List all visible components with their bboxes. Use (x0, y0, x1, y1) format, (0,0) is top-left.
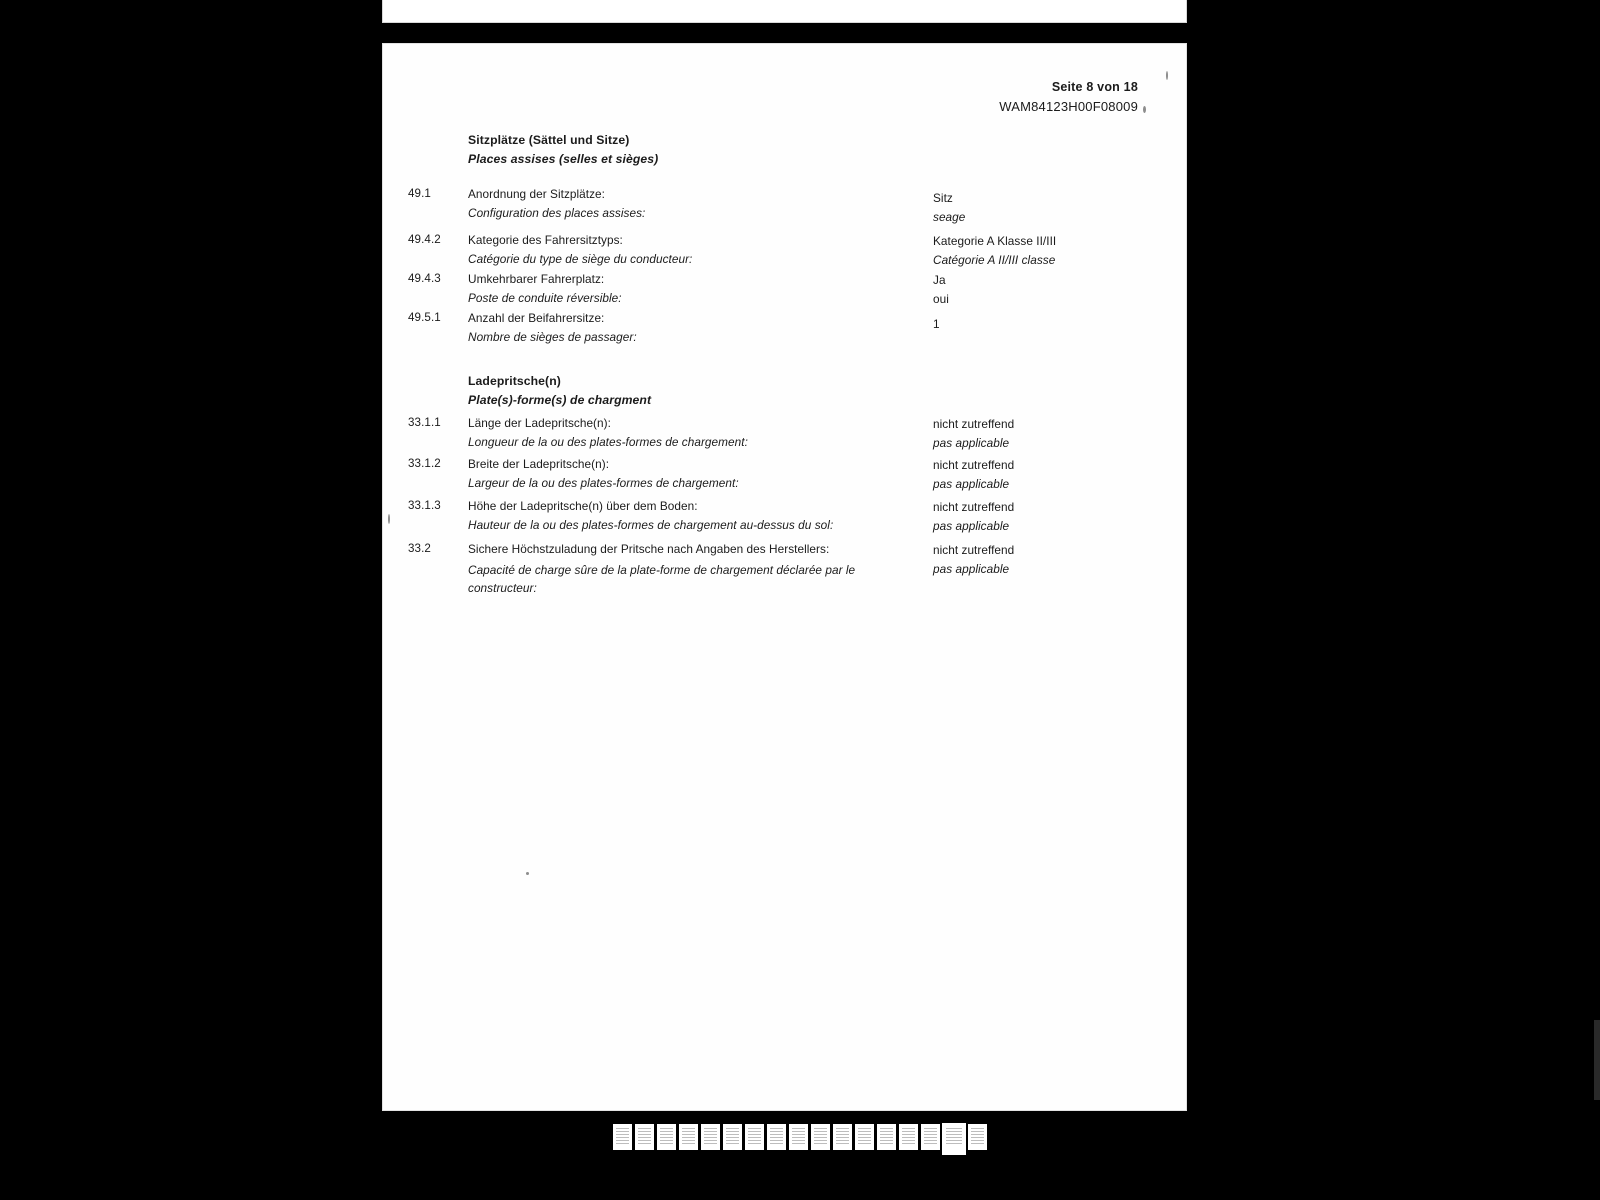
row-value (933, 233, 1163, 267)
row-label-de: Länge der Ladepritsche(n): (468, 416, 611, 430)
section-title-fr: Places assises (selles et sièges) (468, 152, 659, 166)
row-label (468, 187, 908, 220)
thumbnail-text-line (902, 1134, 915, 1135)
thumbnail-text-line (836, 1134, 849, 1135)
row-value-fr: oui (933, 292, 949, 306)
thumbnail-text-line (836, 1143, 849, 1144)
row-value (933, 311, 1163, 336)
document-number-label: WAM84123H00F08009 (999, 99, 1138, 115)
page-thumbnail[interactable] (767, 1124, 786, 1150)
thumbnail-text-line (880, 1134, 893, 1135)
row-label-fr: Catégorie du type de siège du conducteur: (468, 252, 693, 266)
thumbnail-text-line (660, 1131, 673, 1132)
section-title-de: Ladepritsche(n) (468, 374, 561, 388)
row-number: 33.2 (408, 542, 431, 555)
thumbnail-text-line (946, 1128, 962, 1129)
row-value-de: nicht zutreffend (933, 417, 1015, 431)
row-label-de: Sichere Höchstzuladung der Pritsche nach Angaben des Herstellers: (468, 542, 830, 556)
row-value (933, 457, 1163, 491)
thumbnail-text-line (946, 1134, 962, 1135)
section-title-de: Sitzplätze (Sättel und Sitze) (468, 133, 630, 147)
thumbnail-text-line (880, 1137, 893, 1138)
row-label-fr: Hauteur de la ou des plates-formes de chargement au-dessus du sol: (468, 518, 834, 532)
row-value-de: nicht zutreffend (933, 500, 1015, 514)
thumbnail-text-line (682, 1140, 695, 1141)
thumbnail-text-line (946, 1131, 962, 1132)
row-value-fr: pas applicable (933, 436, 1010, 450)
thumbnail-text-line (616, 1131, 629, 1132)
thumbnail-text-line (858, 1131, 871, 1132)
row-number: 49.1 (408, 187, 431, 200)
thumbnail-text-line (924, 1137, 937, 1138)
scan-speck (1166, 71, 1168, 80)
thumbnail-text-line (902, 1137, 915, 1138)
thumbnail-text-line (748, 1128, 761, 1129)
thumbnail-text-line (726, 1143, 739, 1144)
thumbnail-text-line (616, 1140, 629, 1141)
page-thumbnail[interactable] (635, 1124, 654, 1150)
row-number: 49.4.3 (408, 272, 441, 285)
thumbnail-text-line (616, 1143, 629, 1144)
thumbnail-text-line (858, 1134, 871, 1135)
thumbnail-text-line (770, 1143, 783, 1144)
thumbnail-text-line (682, 1143, 695, 1144)
thumbnail-text-line (814, 1143, 827, 1144)
thumbnail-text-line (682, 1134, 695, 1135)
thumbnail-text-line (638, 1140, 651, 1141)
row-number: 33.1.3 (408, 499, 441, 512)
row-value-fr: seage (933, 210, 966, 224)
thumbnail-text-line (814, 1131, 827, 1132)
row-label-fr: Nombre de sièges de passager: (468, 330, 637, 344)
thumbnail-text-line (814, 1134, 827, 1135)
thumbnail-text-line (836, 1131, 849, 1132)
thumbnail-text-line (792, 1134, 805, 1135)
page-thumbnail[interactable] (877, 1124, 896, 1150)
thumbnail-text-line (726, 1137, 739, 1138)
thumbnail-text-line (638, 1131, 651, 1132)
thumbnail-text-line (792, 1140, 805, 1141)
row-label-de: Anzahl der Beifahrersitze: (468, 311, 605, 325)
thumbnail-text-line (924, 1140, 937, 1141)
thumbnail-text-line (971, 1134, 984, 1135)
row-number: 49.4.2 (408, 233, 441, 246)
thumbnail-text-line (880, 1140, 893, 1141)
row-value-de: nicht zutreffend (933, 543, 1015, 557)
thumbnail-text-line (748, 1143, 761, 1144)
thumbnail-text-line (704, 1128, 717, 1129)
thumbnail-text-line (880, 1131, 893, 1132)
row-label (468, 311, 908, 344)
thumbnail-text-line (704, 1134, 717, 1135)
thumbnail-text-line (682, 1128, 695, 1129)
thumbnail-text-line (946, 1137, 962, 1138)
page-thumbnail[interactable] (921, 1124, 940, 1150)
row-value-de: 1 (933, 317, 940, 331)
thumbnail-text-line (770, 1128, 783, 1129)
row-label-de: Umkehrbarer Fahrerplatz: (468, 272, 605, 286)
thumbnail-text-line (924, 1143, 937, 1144)
page-thumbnail[interactable] (745, 1124, 764, 1150)
row-value-de: Sitz (933, 191, 953, 205)
thumbnail-text-line (770, 1134, 783, 1135)
thumbnail-text-line (971, 1137, 984, 1138)
page-thumbnail[interactable] (701, 1124, 720, 1150)
thumbnail-text-line (971, 1128, 984, 1129)
thumbnail-text-line (814, 1128, 827, 1129)
row-value-fr: pas applicable (933, 562, 1010, 576)
row-number: 33.1.1 (408, 416, 441, 429)
thumbnail-text-line (946, 1140, 962, 1141)
row-label-de: Anordnung der Sitzplätze: (468, 187, 606, 201)
row-label-de: Kategorie des Fahrersitztyps: (468, 233, 623, 247)
thumbnail-text-line (792, 1137, 805, 1138)
thumbnail-text-line (858, 1143, 871, 1144)
thumbnail-text-line (748, 1140, 761, 1141)
page-thumbnail[interactable] (679, 1124, 698, 1150)
row-number: 33.1.2 (408, 457, 441, 470)
thumbnail-text-line (858, 1128, 871, 1129)
row-value-fr: pas applicable (933, 477, 1010, 491)
thumbnail-text-line (836, 1128, 849, 1129)
row-value-de: nicht zutreffend (933, 458, 1015, 472)
thumbnail-text-line (770, 1137, 783, 1138)
thumbnail-text-line (660, 1143, 673, 1144)
row-label (468, 457, 908, 490)
row-number: 49.5.1 (408, 311, 441, 324)
thumbnail-text-line (616, 1134, 629, 1135)
thumbnail-text-line (836, 1137, 849, 1138)
thumbnail-text-line (682, 1137, 695, 1138)
thumbnail-text-line (792, 1128, 805, 1129)
row-label-fr: Capacité de charge sûre de la plate-forme de chargement déclarée par le constructeur: (468, 563, 856, 596)
page-thumbnail[interactable] (833, 1124, 852, 1150)
document-page[interactable] (383, 44, 1186, 1110)
thumbnail-text-line (858, 1140, 871, 1141)
thumbnail-text-line (971, 1131, 984, 1132)
thumbnail-text-line (814, 1137, 827, 1138)
thumbnail-text-line (924, 1128, 937, 1129)
section-title-fr: Plate(s)-forme(s) de chargment (468, 393, 652, 407)
thumbnail-text-line (704, 1140, 717, 1141)
row-label (468, 233, 908, 266)
row-value (933, 499, 1163, 533)
thumbnail-text-line (704, 1131, 717, 1132)
thumbnail-text-line (682, 1131, 695, 1132)
page-thumbnail[interactable] (657, 1124, 676, 1150)
vertical-scrollbar[interactable] (1594, 1020, 1600, 1100)
thumbnail-text-line (638, 1134, 651, 1135)
row-label (468, 272, 908, 305)
row-value-de: Ja (933, 273, 946, 287)
page-number-label: Seite 8 von 18 (1051, 80, 1138, 94)
scan-speck (526, 872, 529, 875)
thumbnail-text-line (660, 1140, 673, 1141)
thumbnail-text-line (902, 1140, 915, 1141)
row-value-fr: pas applicable (933, 519, 1010, 533)
page-thumbnail[interactable] (811, 1124, 830, 1150)
thumbnail-text-line (660, 1128, 673, 1129)
thumbnail-text-line (770, 1131, 783, 1132)
thumbnail-text-line (880, 1128, 893, 1129)
row-label (468, 499, 928, 532)
thumbnail-text-line (616, 1128, 629, 1129)
row-label-fr: Configuration des places assises: (468, 206, 646, 220)
page-thumbnail[interactable] (943, 1124, 965, 1154)
thumbnail-text-line (946, 1143, 962, 1144)
thumbnail-text-line (902, 1128, 915, 1129)
thumbnail-text-line (748, 1131, 761, 1132)
section-heading-seats (468, 133, 658, 166)
thumbnail-text-line (770, 1140, 783, 1141)
thumbnail-text-line (638, 1137, 651, 1138)
row-value (933, 272, 1163, 306)
row-value (933, 416, 1163, 450)
thumbnail-text-line (971, 1140, 984, 1141)
page-thumbnail[interactable] (723, 1124, 742, 1150)
thumbnail-text-line (660, 1137, 673, 1138)
row-value-de: Kategorie A Klasse II/III (933, 234, 1057, 248)
row-label-de: Breite der Ladepritsche(n): (468, 457, 610, 471)
thumbnail-text-line (748, 1134, 761, 1135)
row-value (933, 187, 1163, 224)
row-label-fr: Longueur de la ou des plates-formes de chargement: (468, 435, 748, 449)
thumbnail-text-line (971, 1143, 984, 1144)
page-thumbnail-strip[interactable] (0, 1124, 1600, 1164)
thumbnail-text-line (792, 1131, 805, 1132)
thumbnail-text-line (726, 1140, 739, 1141)
thumbnail-text-line (924, 1134, 937, 1135)
thumbnail-text-line (902, 1131, 915, 1132)
thumbnail-text-line (726, 1131, 739, 1132)
page-thumbnail[interactable] (789, 1124, 808, 1150)
thumbnail-text-line (638, 1128, 651, 1129)
thumbnail-text-line (814, 1140, 827, 1141)
previous-page-sliver (383, 0, 1186, 22)
thumbnail-text-line (660, 1134, 673, 1135)
page-thumbnail[interactable] (899, 1124, 918, 1150)
row-label-fr: Poste de conduite réversible: (468, 291, 622, 305)
page-thumbnail[interactable] (968, 1124, 987, 1150)
thumbnail-text-line (704, 1137, 717, 1138)
thumbnail-text-line (748, 1137, 761, 1138)
thumbnail-text-line (924, 1131, 937, 1132)
page-header (999, 78, 1138, 118)
row-value (933, 542, 1163, 576)
thumbnail-text-line (726, 1134, 739, 1135)
section-heading-loadplatform (468, 374, 651, 407)
row-label-fr: Largeur de la ou des plates-formes de chargement: (468, 476, 739, 490)
row-label (468, 416, 908, 449)
row-label (468, 542, 878, 598)
scan-speck (1143, 106, 1146, 113)
page-content (383, 44, 1186, 1110)
page-thumbnail[interactable] (855, 1124, 874, 1150)
thumbnail-text-line (792, 1143, 805, 1144)
thumbnail-text-line (726, 1128, 739, 1129)
page-thumbnail[interactable] (613, 1124, 632, 1150)
thumbnail-text-line (902, 1143, 915, 1144)
thumbnail-text-line (704, 1143, 717, 1144)
row-label-de: Höhe der Ladepritsche(n) über dem Boden: (468, 499, 698, 513)
row-value-fr: Catégorie A II/III classe (933, 253, 1056, 267)
thumbnail-text-line (616, 1137, 629, 1138)
scan-speck (388, 514, 390, 524)
thumbnail-text-line (880, 1143, 893, 1144)
thumbnail-text-line (858, 1137, 871, 1138)
thumbnail-text-line (836, 1140, 849, 1141)
thumbnail-text-line (638, 1143, 651, 1144)
